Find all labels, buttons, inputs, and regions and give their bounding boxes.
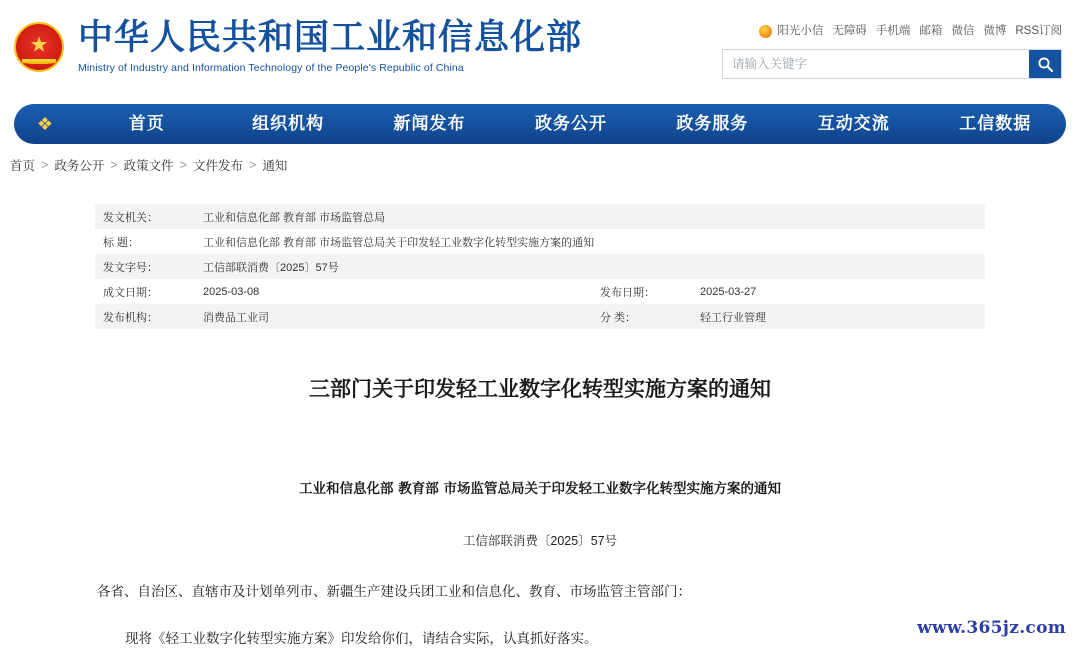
nav-item-interaction[interactable]: 互动交流 [817,114,890,134]
breadcrumb-item-government-affairs[interactable]: 政务公开 [54,159,105,173]
meta-label-publish-date: 发布日期： [600,286,655,299]
document-paragraph-body: 现将《轻工业数字化转型实施方案》印发给你们，请结合实际，认真抓好落实。 [125,630,598,646]
meta-value-publisher: 消费品工业司 [203,311,269,324]
meta-label-written-date: 成文日期： [103,286,158,299]
national-emblem-icon [14,22,64,72]
meta-value-written-date: 2025-03-08 [203,285,260,298]
meta-label-category: 分 类： [600,311,637,324]
search-bar [722,49,1062,79]
document-subtitle: 工业和信息化部 教育部 市场监管总局关于印发轻工业数字化转型实施方案的通知 [299,481,781,497]
search-button[interactable] [1029,50,1061,78]
meta-label-title: 标 题： [103,236,140,249]
top-link-mobile[interactable]: 手机端 [875,25,911,37]
nav-item-government-affairs[interactable]: 政务公开 [534,114,607,134]
watermark: www.365jz.com [917,618,1066,638]
meta-value-category: 轻工行业管理 [700,311,766,324]
nav-item-organization[interactable]: 组织机构 [252,114,325,134]
sun-icon [759,25,772,38]
nav-item-government-services[interactable]: 政务服务 [676,114,749,134]
nav-item-home[interactable]: 首页 [128,114,165,134]
main-nav-wrap [0,104,1080,144]
breadcrumb-item-notice: 通知 [262,159,288,173]
top-links [722,20,1062,40]
breadcrumb-item-policy-documents[interactable]: 政策文件 [123,159,174,173]
document-number: 工信部联消费〔2025〕57号 [462,534,618,548]
top-link-mailbox[interactable]: 邮箱 [919,25,943,37]
table-row [95,254,985,279]
breadcrumb-separator: > [249,158,257,172]
top-link-wechat[interactable]: 微信 [951,25,975,37]
nav-item-news[interactable]: 新闻发布 [393,114,466,134]
breadcrumb-separator: > [179,158,187,172]
site-title-cn: 中华人民共和国工业和信息化部 [78,18,583,58]
document-container [95,204,985,651]
table-row [95,304,985,329]
document-paragraph-recipients: 各省、自治区、直辖市及计划单列市、新疆生产建设兵团工业和信息化、教育、市场监管主管部门： [97,584,691,599]
breadcrumb-separator: > [41,158,49,172]
top-link-weibo[interactable]: 微博 [983,25,1007,37]
breadcrumb-separator: > [110,158,118,172]
table-row [95,279,985,304]
meta-value-issuer: 工业和信息化部 教育部 市场监管总局 [203,211,386,224]
top-link-accessibility[interactable]: 无障碍 [832,25,867,37]
mii-logo-icon[interactable]: ❖ [36,113,54,134]
search-icon [1037,56,1054,73]
meta-label-publisher: 发布机构： [103,311,158,324]
meta-label-issuer: 发文机关： [103,211,158,224]
nav-item-data[interactable]: 工信数据 [959,114,1032,134]
breadcrumb-item-home[interactable]: 首页 [10,159,36,173]
page-title: 三部门关于印发轻工业数字化转型实施方案的通知 [309,377,771,401]
breadcrumb [0,144,1080,174]
top-link-rss[interactable]: RSS订阅 [1015,25,1062,37]
site-title-block [78,14,582,74]
table-row [95,204,985,229]
meta-value-publish-date: 2025-03-27 [700,285,757,298]
table-row [95,229,985,254]
breadcrumb-item-document-release[interactable]: 文件发布 [192,159,243,173]
header-right [722,14,1062,79]
main-nav [14,104,1066,144]
document-meta-table [95,204,985,329]
top-link-sunshine[interactable]: 阳光小信 [777,25,824,37]
site-header [0,0,1080,104]
search-input[interactable] [723,50,1029,78]
meta-label-docnum: 发文字号： [103,261,158,274]
meta-value-docnum: 工信部联消费〔2025〕57号 [203,261,339,274]
site-title-en: Ministry of Industry and Information Technology of the People's Republic of China [78,62,464,75]
meta-value-title: 工业和信息化部 教育部 市场监管总局关于印发轻工业数字化转型实施方案的通知 [203,236,595,249]
